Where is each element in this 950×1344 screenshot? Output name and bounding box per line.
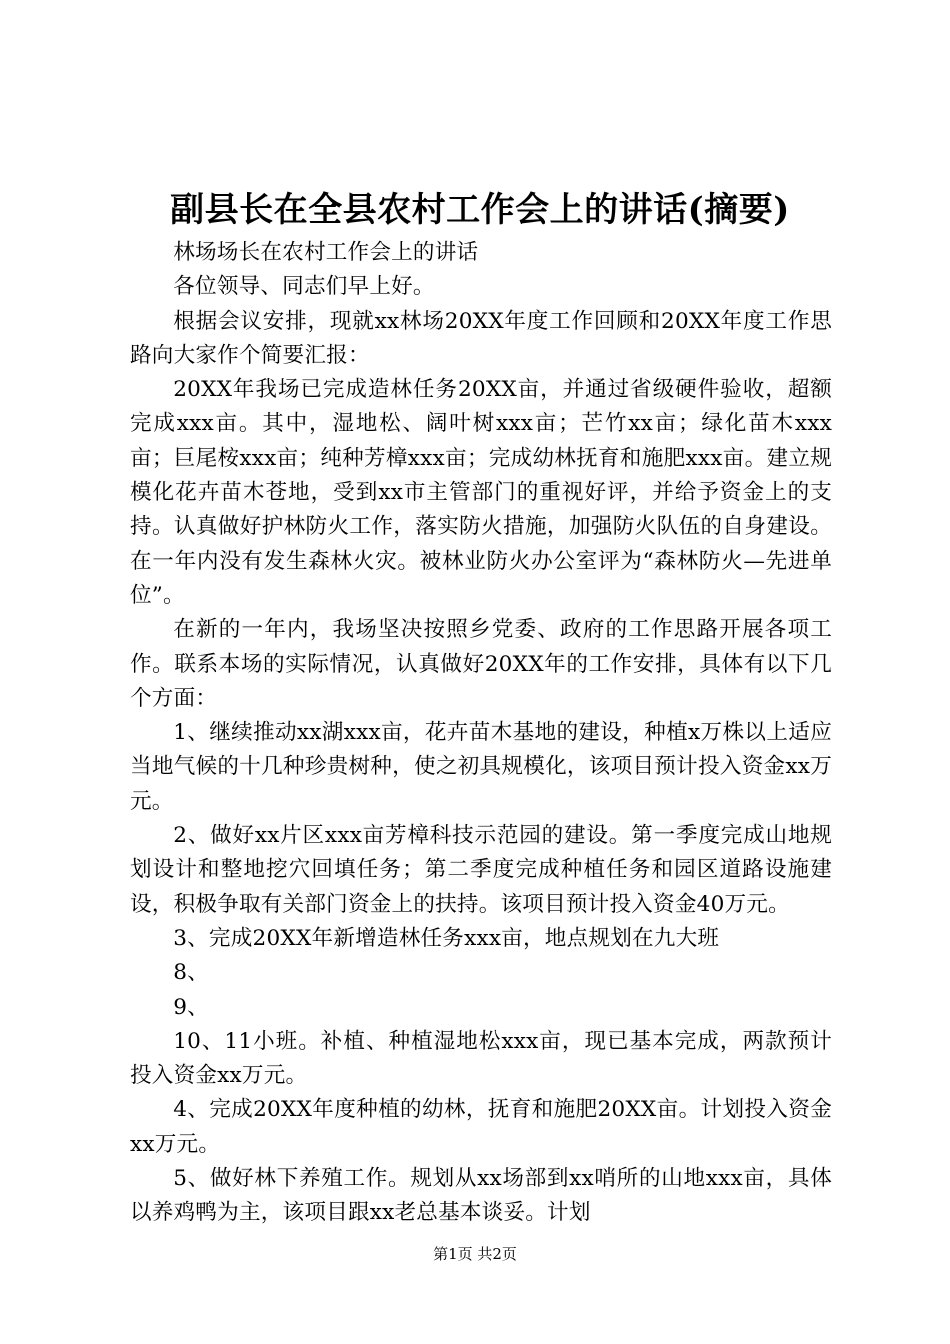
paragraph-annual-review: 20XX年我场已完成造林任务20XX亩，并通过省级硬件验收，超额完成xxx亩。其中，湿地松、阔叶树xxx亩；芒竹xx亩；绿化苗木xxx亩；巨尾桉xxx亩；纯种芳樟xxx亩；完成幼林抚育和施肥xxx亩。建立规模化花卉苗木苍地，受到xx市主管部门的重视好评，并给予资金上的支持。认真做好护林防火工作，落实防火措施，加强防火队伍的自身建设。在一年内没有发生森林火灾。被林业防火办公室评为“森林防火—先进单位”。	[130, 377, 832, 608]
paragraph-speech-heading: 林场场长在农村工作会上的讲话	[173, 240, 479, 265]
document-body	[130, 236, 832, 1231]
paragraph-greeting: 各位领导、同志们早上好。	[173, 274, 435, 300]
paragraph-fragment-10-11: 10、11小班。补植、种植湿地松xxx亩，现已基本完成，两款预计投入资金xx万元。	[130, 1028, 832, 1089]
paragraph-item-4: 4、完成20XX年度种植的幼林，抚育和施肥20XX亩。计划投入资金xx万元。	[130, 1097, 832, 1157]
paragraph-intro: 根据会议安排，现就xx林场20XX年度工作回顾和20XX年度工作思路向大家作个简要汇报：	[130, 308, 832, 368]
paragraph-new-year-plan: 在新的一年内，我场坚决按照乡党委、政府的工作思路开展各项工作。联系本场的实际情况，认真做好20XX年的工作安排，具体有以下几个方面：	[130, 617, 832, 711]
paragraph-item-3: 3、完成20XX年新增造林任务xxx亩，地点规划在九大班	[173, 925, 720, 951]
paragraph-item-2: 2、做好xx片区xxx亩芳樟科技示范园的建设。第一季度完成山地规划设计和整地挖穴回填任务；第二季度完成种植任务和园区道路设施建设，积极争取有关部门资金上的扶持。该项目预计投入资金40万元。	[130, 823, 832, 917]
paragraph-item-1: 1、继续推动xx湖xxx亩，花卉苗木基地的建设，种植x万株以上适应当地气候的十几种珍贵树种，使之初具规模化，该项目预计投入资金xx万元。	[130, 720, 832, 814]
paragraph-fragment-9: 9、	[173, 994, 209, 1020]
paragraph-item-5: 5、做好林下养殖工作。规划从xx场部到xx哨所的山地xxx亩，具体以养鸡鸭为主，该项目跟xx老总基本谈妥。计划	[130, 1166, 832, 1226]
paragraph-fragment-8: 8、	[173, 960, 209, 986]
document-title: 副县长在全县农村工作会上的讲话(摘要)	[170, 190, 790, 230]
page-footer: 第1页 共2页	[433, 1245, 517, 1263]
